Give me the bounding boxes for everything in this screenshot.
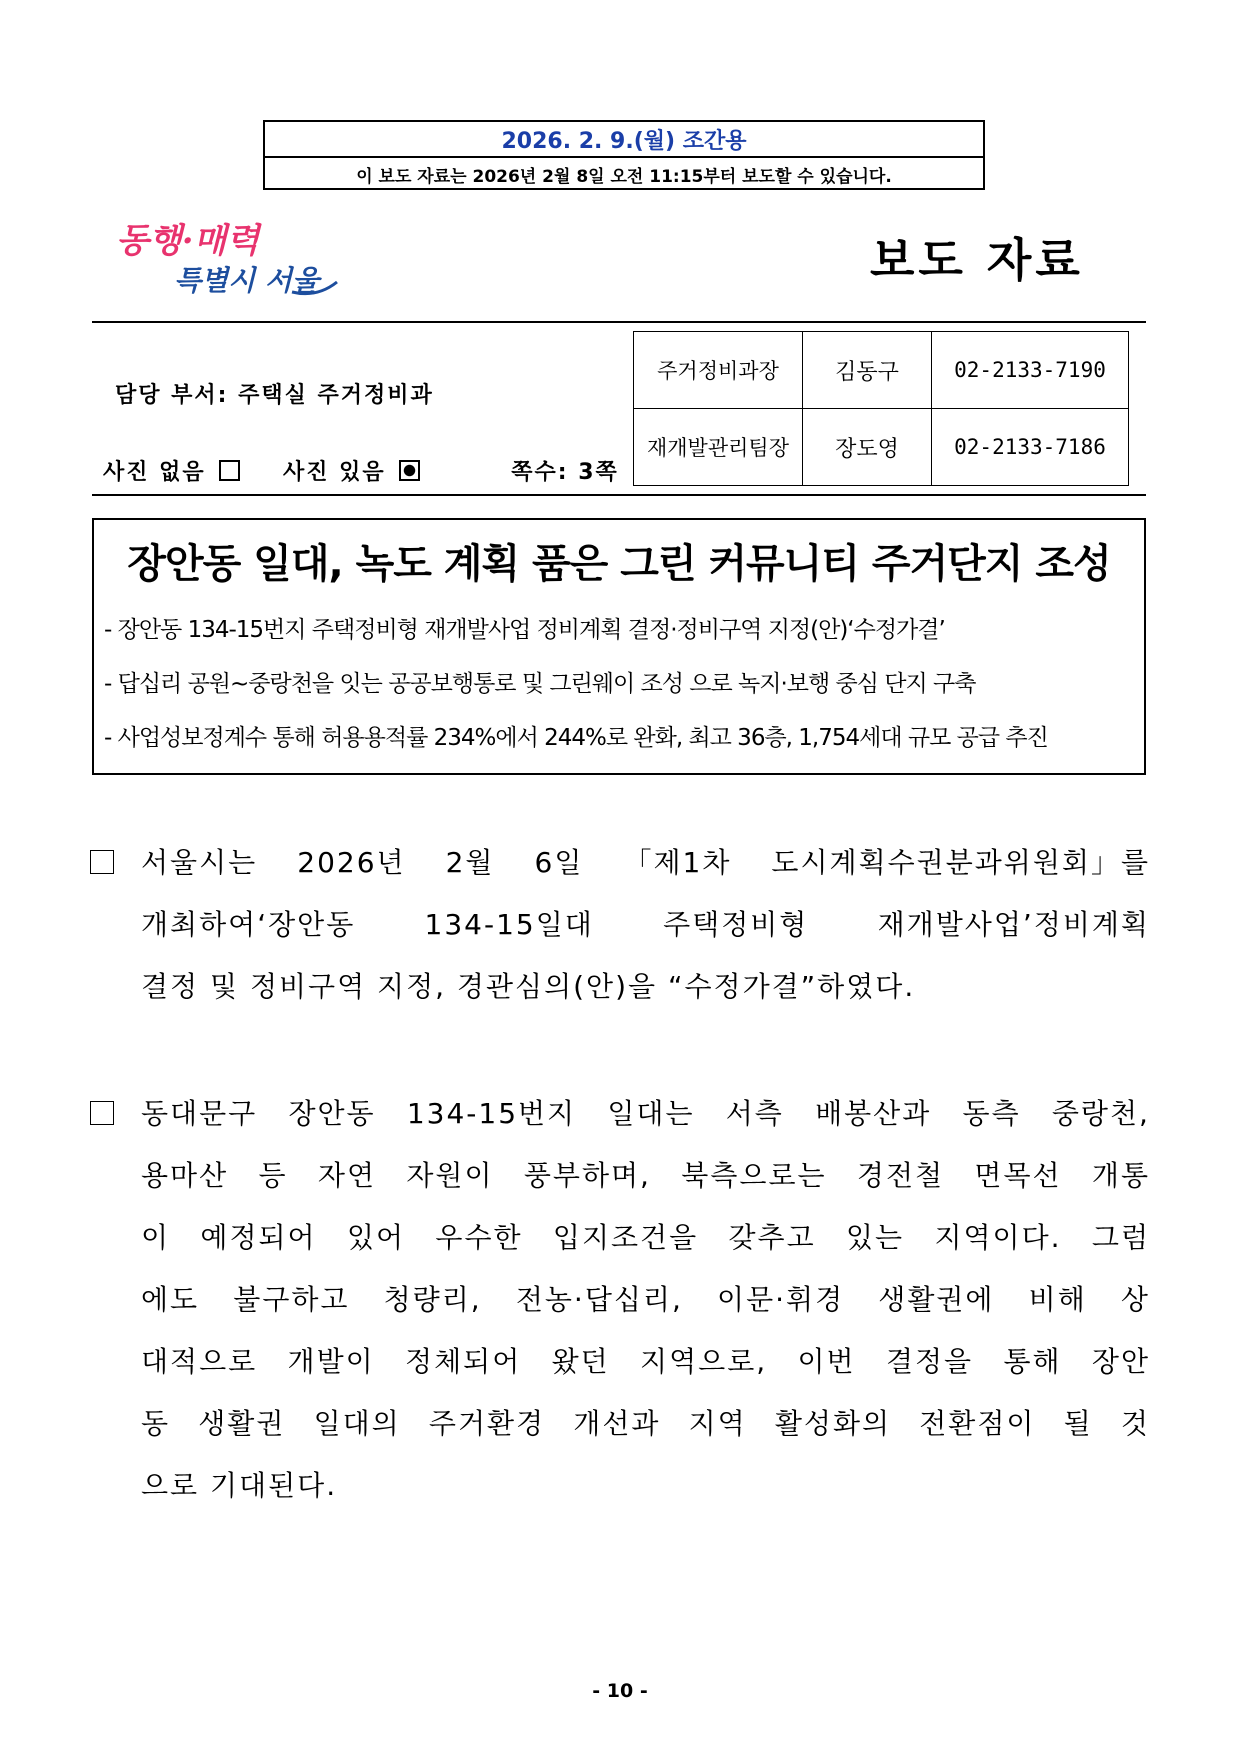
subheadline: - 답십리 공원~중랑천을 잇는 공공보행통로 및 그린웨이 조성 으로 녹지·보행 중심 단지 구축 [104, 671, 976, 697]
paragraph-line: 동 생활권 일대의 주거환경 개선과 지역 활성화의 전환점이 될 것 [141, 1407, 1150, 1440]
subheadline: - 사업성보정계수 통해 허용용적률 234%에서 244%로 완화, 최고 36층, 1,754세대 규모 공급 추진 [104, 725, 1048, 751]
paragraph-line: 개최하여‘장안동 134-15일대 주택정비형 재개발사업’정비계획 [141, 908, 1150, 941]
page-count: 쪽수: 3쪽 [511, 460, 619, 485]
contact-title: 주거정비과장 [634, 332, 803, 409]
embargo-date: 2026. 2. 9.(월) 조간용 [265, 122, 983, 158]
contact-title: 재개발관리팀장 [634, 409, 803, 486]
bullet-box-icon [90, 850, 114, 874]
bullet-box-icon [90, 1101, 114, 1125]
paragraph-line: 결정 및 정비구역 지정, 경관심의(안)을 “수정가결”하였다. [141, 970, 916, 1003]
seoul-logo [112, 212, 342, 302]
headline-box [92, 518, 1146, 775]
paragraph-line: 대적으로 개발이 정체되어 왔던 지역으로, 이번 결정을 통해 장안 [141, 1345, 1150, 1378]
has-photo-label: 사진 있음 [282, 460, 386, 485]
body-paragraph-2 [90, 1083, 1150, 1517]
department: 담당 부서: 주택실 주거정비과 [115, 383, 434, 408]
contact-phone: 02-2133-7190 [932, 332, 1129, 409]
paragraph-line: 서울시는 2026년 2월 6일 「제1차 도시계획수권분과위원회」를 [141, 846, 1150, 879]
no-photo-label: 사진 없음 [103, 460, 206, 485]
paragraph-line: 동대문구 장안동 134-15번지 일대는 서측 배봉산과 동측 중랑천, [141, 1097, 1150, 1130]
no-photo-checkbox [219, 460, 240, 481]
has-photo-checkbox [399, 460, 420, 481]
page-number: - 10 - [592, 1680, 648, 1702]
contact-table [633, 331, 1129, 486]
header-divider [92, 321, 1146, 323]
paragraph-line: 에도 불구하고 청량리, 전농·답십리, 이문·휘경 생활권에 비해 상 [141, 1283, 1150, 1316]
logo-line2: 특별시 서울 [174, 264, 319, 297]
contact-name: 장도영 [803, 409, 932, 486]
embargo-box [263, 120, 985, 190]
subheadline-list [94, 603, 1144, 765]
contact-row [634, 409, 1129, 486]
body-paragraph-1 [90, 832, 1150, 1018]
contact-row [634, 332, 1129, 409]
subheadline: - 장안동 134-15번지 주택정비형 재개발사업 정비계획 결정·정비구역 지정(안)‘수정가결’ [104, 617, 945, 643]
paragraph-line: 이 예정되어 있어 우수한 입지조건을 갖추고 있는 지역이다. 그럼 [141, 1221, 1150, 1254]
embargo-release-note: 이 보도 자료는 2026년 2월 8일 오전 11:15부터 보도할 수 있습니다. [356, 166, 892, 187]
contact-name: 김동구 [803, 332, 932, 409]
logo-line1: 동행·매력 [116, 221, 260, 261]
paragraph-line: 으로 기대된다. [141, 1469, 338, 1502]
headline: 장안동 일대, 녹도 계획 품은 그린 커뮤니티 주거단지 조성 [127, 541, 1111, 587]
contact-phone: 02-2133-7186 [932, 409, 1129, 486]
photo-info [103, 455, 619, 486]
document-type-title: 보도 자료 [870, 233, 1084, 287]
info-divider [92, 494, 1146, 496]
paragraph-line: 용마산 등 자연 자원이 풍부하며, 북측으로는 경전철 면목선 개통 [141, 1159, 1150, 1192]
